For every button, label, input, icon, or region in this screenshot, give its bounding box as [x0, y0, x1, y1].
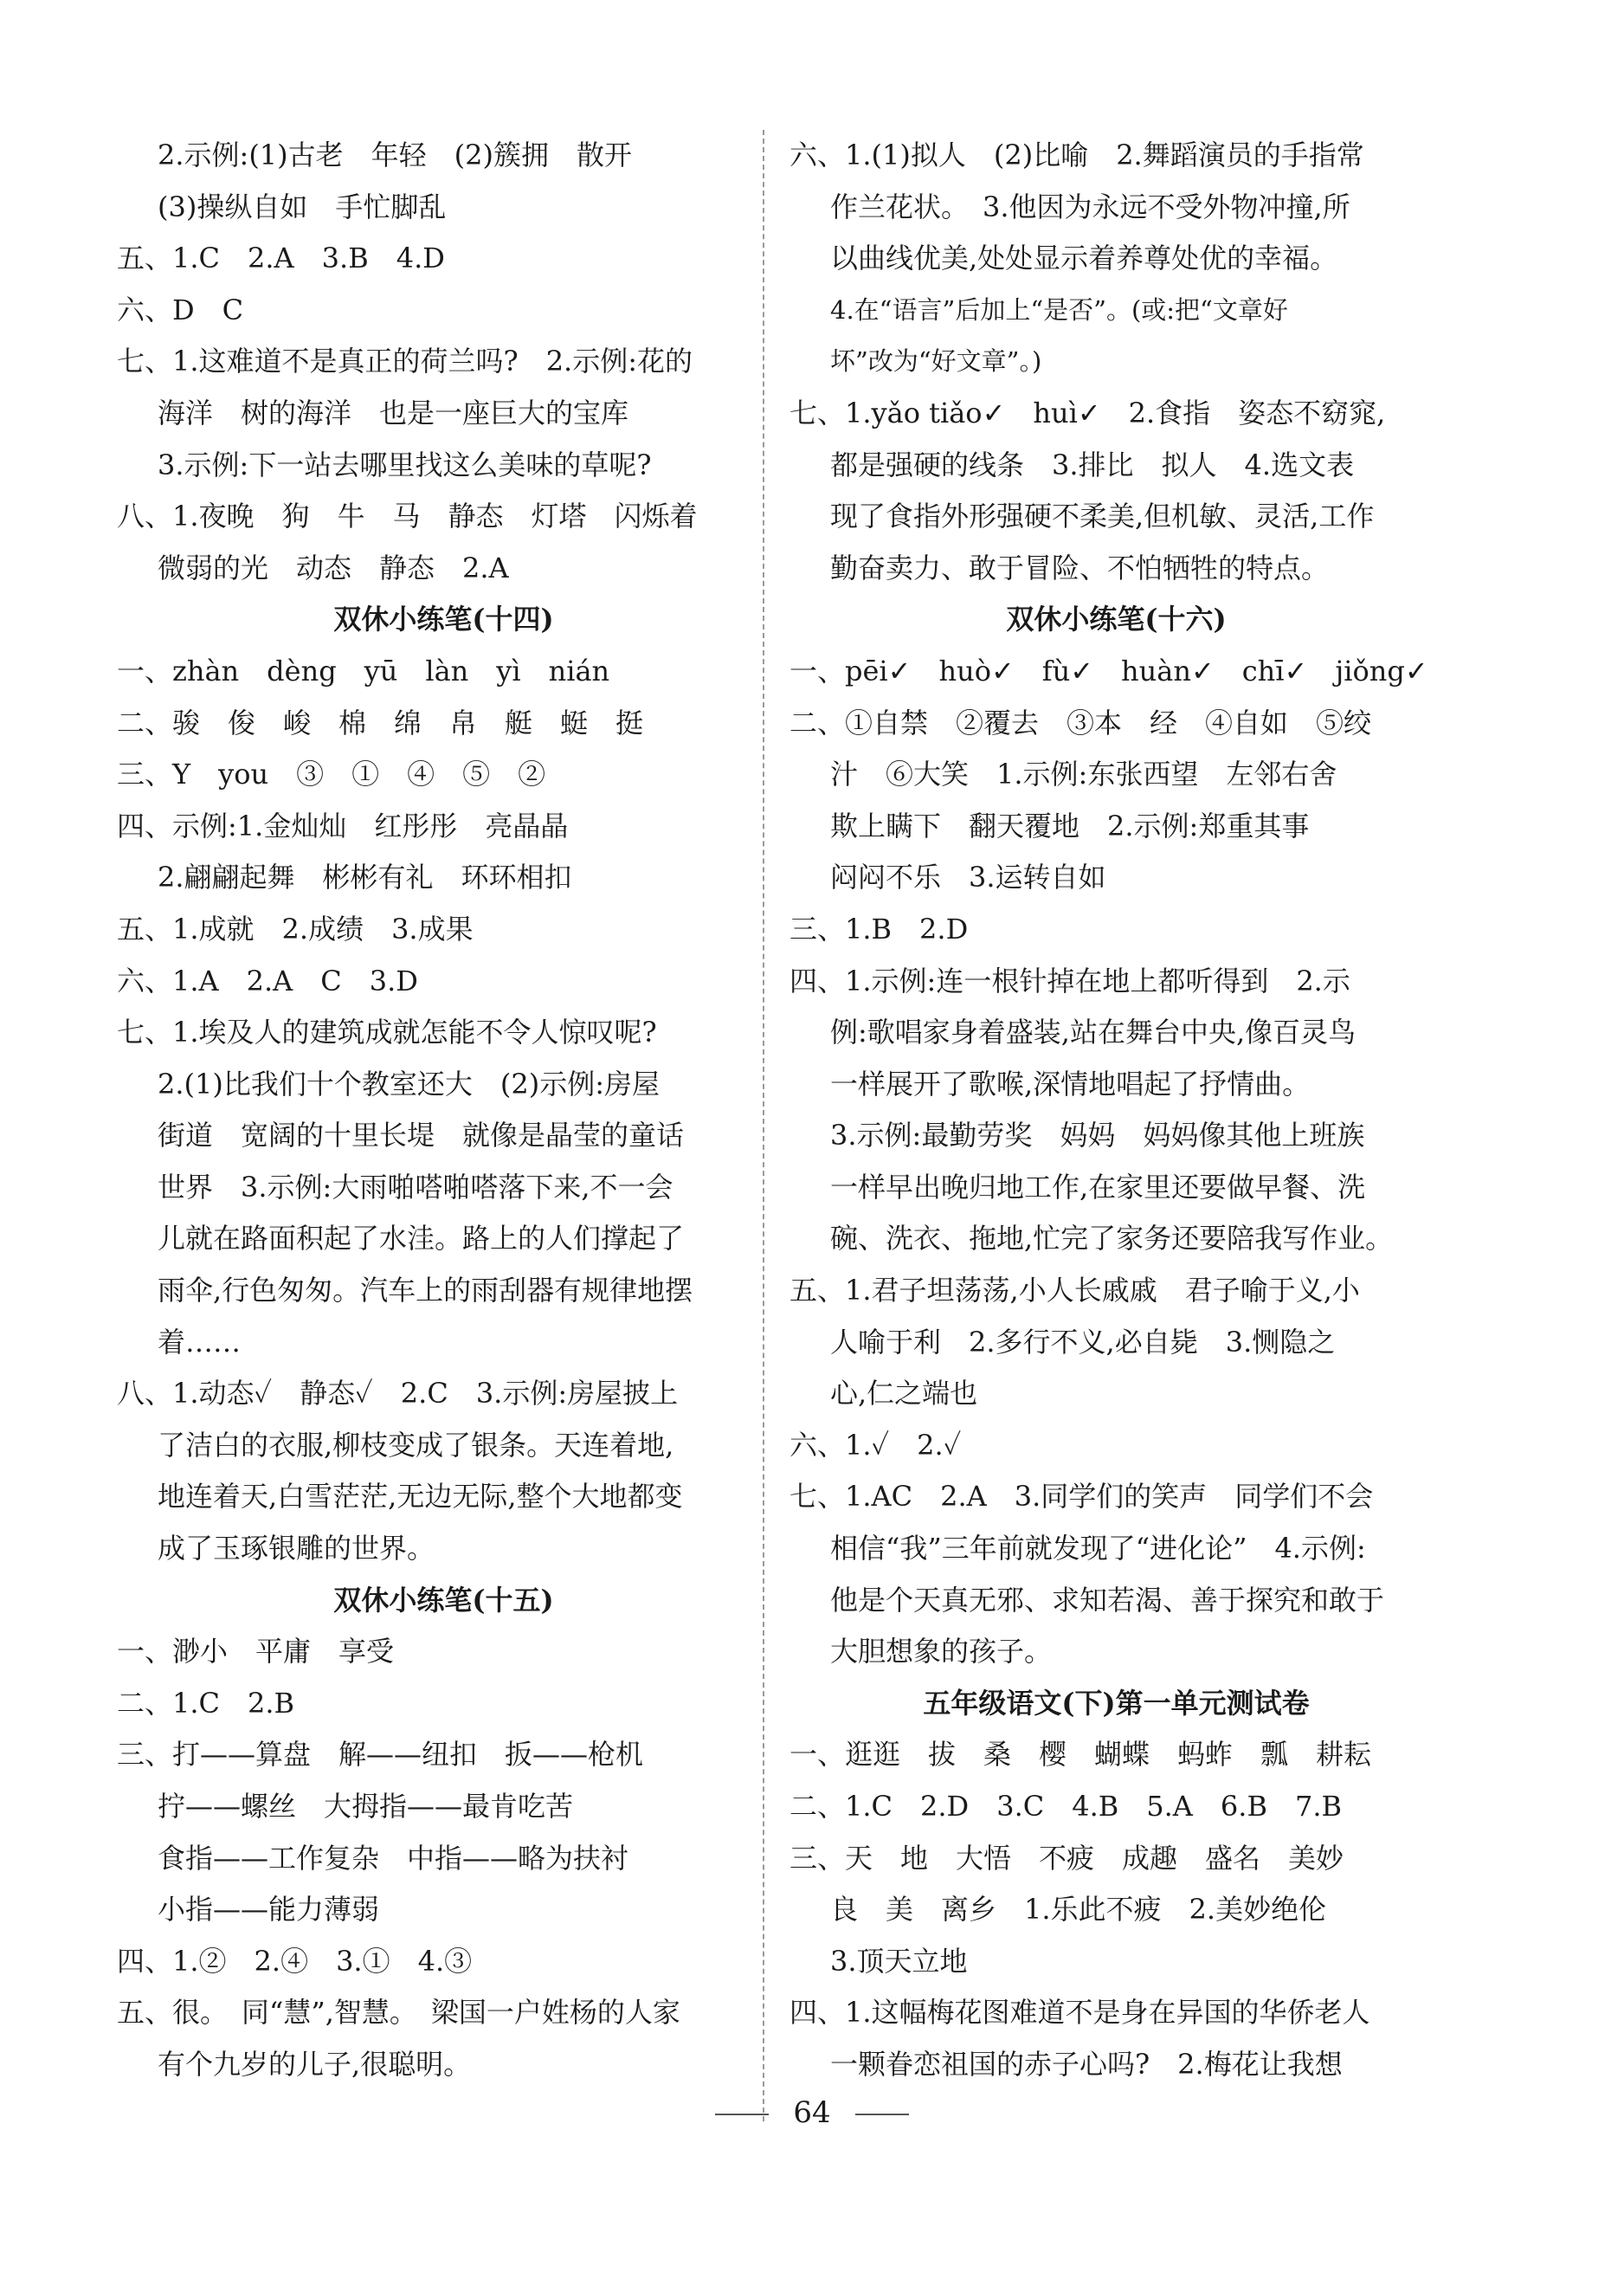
answer-line: 雨伞,行色匆匆。汽车上的雨刮器有规律地摆 — [158, 1274, 693, 1307]
answer-line: 2.翩翩起舞 彬彬有礼 环环相扣 — [158, 861, 572, 894]
answer-line: 一、渺小 平庸 享受 — [117, 1635, 395, 1669]
answer-line: 八、1.动态✓ 静态✓ 2.C 3.示例:房屋披上 — [117, 1377, 679, 1410]
answer-line: 2.(1)比我们十个教室还大 (2)示例:房屋 — [158, 1067, 660, 1101]
answer-line: 以曲线优美,处处显示着养尊处优的幸福。 — [830, 242, 1338, 275]
answer-line: 五、1.C 2.A 3.B 4.D — [117, 242, 445, 275]
section-heading: 双休小练笔(十四) — [333, 603, 554, 636]
answer-line: 作兰花状。 3.他因为永远不受外物冲撞,所 — [830, 190, 1350, 223]
right-answer-column — [789, 130, 1443, 2091]
section-heading: 五年级语文(下)第一单元测试卷 — [923, 1686, 1310, 1720]
answer-line: 六、1.✓ 2.✓ — [789, 1428, 962, 1462]
answer-line: 二、①自禁 ②覆去 ③本 经 ④自如 ⑤绞 — [789, 706, 1372, 739]
answer-line: (3)操纵自如 手忙脚乱 — [158, 190, 447, 223]
answer-line: 六、1.A 2.A C 3.D — [117, 964, 418, 997]
answer-line: 一颗眷恋祖国的赤子心吗? 2.梅花让我想 — [830, 2047, 1343, 2081]
column-divider — [763, 130, 764, 2121]
footer-dash-left — [715, 2114, 769, 2115]
answer-line: 一、逛逛 拔 桑 樱 蝴蝶 蚂蚱 瓢 耕耘 — [789, 1738, 1372, 1772]
answer-line: 勤奋卖力、敢于冒险、不怕牺牲的特点。 — [830, 551, 1330, 584]
answer-line: 七、1.yǎo tiǎo✓ huì✓ 2.食指 姿态不窈窕, — [789, 396, 1386, 429]
answer-line: 心,仁之端也 — [830, 1377, 978, 1410]
answer-line: 碗、洗衣、拖地,忙完了家务还要陪我写作业。 — [830, 1222, 1394, 1255]
answer-line: 八、1.夜晚 狗 牛 马 静态 灯塔 闪烁着 — [117, 500, 698, 533]
answer-line: 海洋 树的海洋 也是一座巨大的宝库 — [158, 396, 629, 429]
answer-line: 三、天 地 大悟 不疲 成趣 盛名 美妙 — [789, 1841, 1344, 1875]
answer-line: 三、打——算盘 解——纽扣 扳——枪机 — [117, 1738, 644, 1772]
answer-line: 六、1.(1)拟人 (2)比喻 2.舞蹈演员的手指常 — [789, 139, 1364, 171]
answer-line: 着…… — [158, 1325, 242, 1359]
answer-line: 2.示例:(1)古老 年轻 (2)簇拥 散开 — [158, 139, 632, 171]
answer-line: 大胆想象的孩子。 — [830, 1635, 1053, 1669]
section-heading: 双休小练笔(十六) — [1006, 603, 1227, 636]
answer-line: 三、1.B 2.D — [789, 912, 969, 946]
answer-line: 3.示例:最勤劳奖 妈妈 妈妈像其他上班族 — [830, 1119, 1365, 1152]
answer-line: 二、1.C 2.D 3.C 4.B 5.A 6.B 7.B — [789, 1790, 1343, 1823]
page-number-footer — [0, 2087, 1624, 2139]
answer-line: 成了玉琢银雕的世界。 — [158, 1532, 435, 1565]
answer-line: 一样展开了歌喉,深情地唱起了抒情曲。 — [830, 1067, 1311, 1101]
answer-line: 闷闷不乐 3.运转自如 — [830, 861, 1106, 894]
answer-line: 3.示例:下一站去哪里找这么美味的草呢? — [158, 448, 652, 481]
section-heading: 双休小练笔(十五) — [333, 1583, 554, 1617]
answer-line: 4.在“语言”后加上“是否”。(或:把“文章好 — [830, 294, 1288, 325]
answer-line: 三、Y you ③ ① ④ ⑤ ② — [117, 758, 546, 791]
answer-line: 现了食指外形强硬不柔美,但机敏、灵活,工作 — [830, 500, 1375, 533]
page-number: 64 — [793, 2095, 831, 2130]
answer-line: 都是强硬的线条 3.排比 拟人 4.选文表 — [830, 448, 1355, 481]
answer-line: 坏”改为“好文章”。) — [830, 346, 1042, 377]
answer-line: 一、pēi✓ huò✓ fù✓ huàn✓ chī✓ jiǒng✓ — [789, 654, 1428, 687]
answer-line: 六、D C — [117, 293, 244, 326]
answer-line: 了洁白的衣服,柳枝变成了银条。天连着地, — [158, 1428, 674, 1462]
answer-line: 他是个天真无邪、求知若渴、善于探究和敢于 — [830, 1583, 1385, 1617]
answer-line: 拧——螺丝 大拇指——最肯吃苦 — [158, 1790, 574, 1823]
answer-line: 一、zhàn dèng yū làn yì nián — [117, 654, 610, 687]
answer-line: 五、1.成就 2.成绩 3.成果 — [117, 912, 474, 946]
answer-line: 地连着天,白雪茫茫,无边无际,整个大地都变 — [158, 1480, 683, 1514]
answer-line: 欺上瞒下 翻天覆地 2.示例:郑重其事 — [830, 809, 1310, 842]
answer-line: 七、1.这难道不是真正的荷兰吗? 2.示例:花的 — [117, 345, 693, 378]
answer-line: 儿就在路面积起了水洼。路上的人们撑起了 — [158, 1222, 685, 1255]
left-answer-column — [117, 130, 770, 2091]
answer-line: 例:歌唱家身着盛装,站在舞台中央,像百灵鸟 — [830, 1016, 1357, 1049]
answer-line: 相信“我”三年前就发现了“进化论” 4.示例: — [830, 1532, 1366, 1565]
answer-line: 有个九岁的儿子,很聪明。 — [158, 2047, 472, 2081]
answer-line: 七、1.埃及人的建筑成就怎能不令人惊叹呢? — [117, 1016, 657, 1049]
answer-line: 七、1.AC 2.A 3.同学们的笑声 同学们不会 — [789, 1480, 1374, 1514]
answer-line: 二、1.C 2.B — [117, 1686, 295, 1720]
answer-line: 一样早出晚归地工作,在家里还要做早餐、洗 — [830, 1170, 1366, 1204]
answer-line: 汁 ⑥大笑 1.示例:东张西望 左邻右舍 — [830, 758, 1337, 791]
answer-line: 五、很。 同“慧”,智慧。 梁国一户姓杨的人家 — [117, 1996, 680, 2030]
answer-line: 五、1.君子坦荡荡,小人长戚戚 君子喻于义,小 — [789, 1274, 1360, 1307]
answer-line: 食指——工作复杂 中指——略为扶衬 — [158, 1841, 629, 1875]
footer-dash-right — [855, 2114, 909, 2115]
answer-line: 世界 3.示例:大雨啪嗒啪嗒落下来,不一会 — [158, 1170, 673, 1204]
answer-line: 四、1.② 2.④ 3.① 4.③ — [117, 1944, 473, 1978]
answer-line: 四、1.这幅梅花图难道不是身在异国的华侨老人 — [789, 1996, 1370, 2030]
answer-line: 3.顶天立地 — [830, 1944, 968, 1978]
answer-line: 微弱的光 动态 静态 2.A — [158, 551, 509, 584]
answer-line: 四、1.示例:连一根针掉在地上都听得到 2.示 — [789, 964, 1350, 997]
answer-line: 二、骏 俊 峻 棉 绵 帛 艇 蜓 挺 — [117, 706, 644, 739]
answer-line: 小指——能力薄弱 — [158, 1893, 380, 1927]
answer-line: 街道 宽阔的十里长堤 就像是晶莹的童话 — [158, 1119, 685, 1152]
answer-line: 四、示例:1.金灿灿 红彤彤 亮晶晶 — [117, 809, 569, 842]
answer-line: 良 美 离乡 1.乐此不疲 2.美妙绝伦 — [830, 1893, 1327, 1927]
answer-line: 人喻于利 2.多行不义,必自毙 3.恻隐之 — [830, 1325, 1336, 1359]
